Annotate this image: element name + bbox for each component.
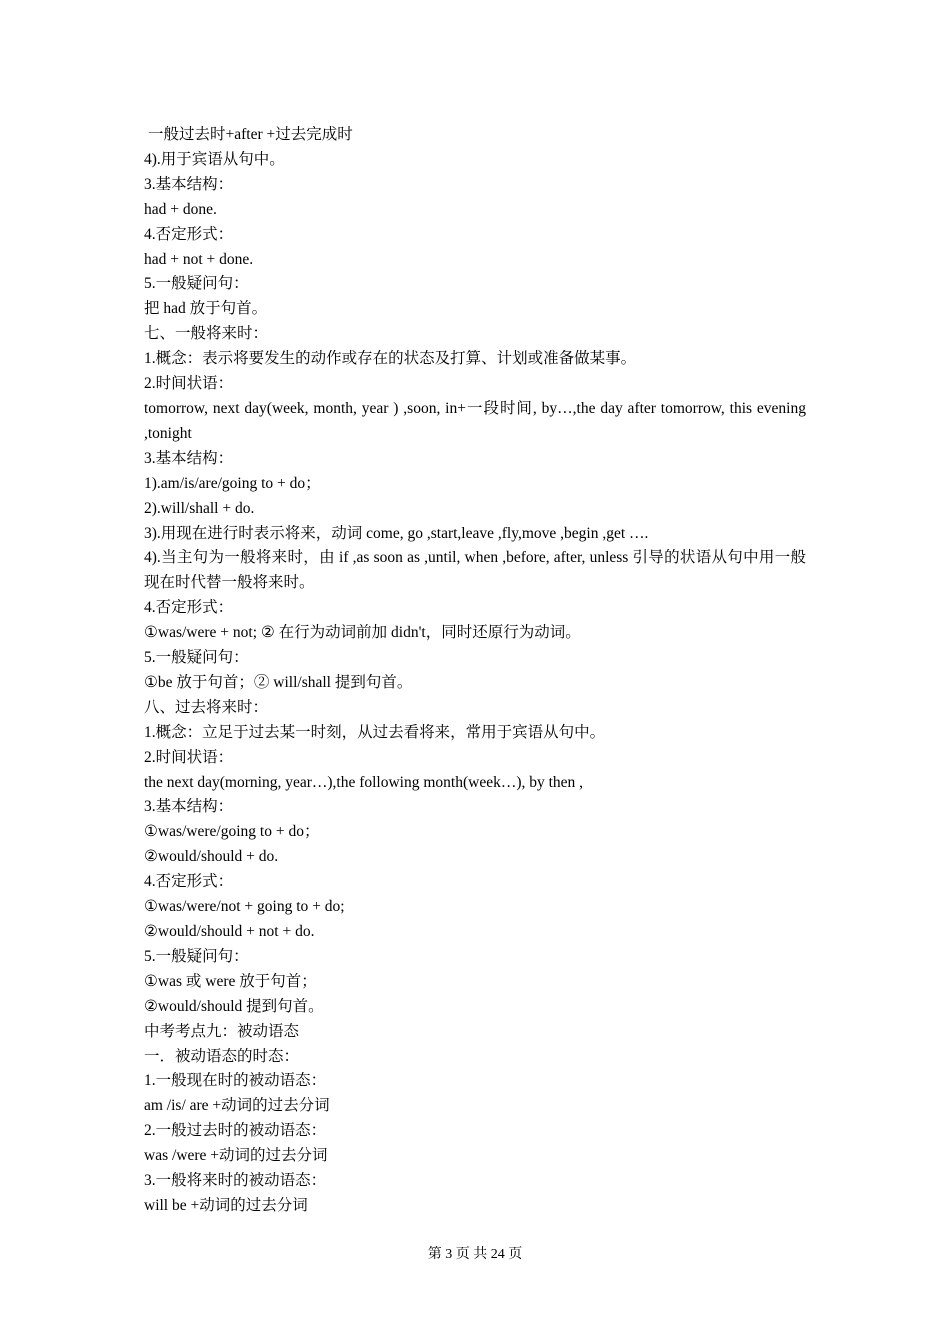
text-line: 4.否定形式： bbox=[144, 225, 234, 243]
text-line: 3.基本结构： bbox=[144, 449, 234, 467]
text-line: 一般过去时+after +过去完成时 bbox=[148, 126, 353, 143]
text-line: 2).will/shall + do. bbox=[144, 499, 255, 517]
text-line: 把 had 放于句首。 bbox=[144, 300, 268, 318]
text-line: ①was 或 were 放于句首； bbox=[144, 972, 317, 990]
text-line: 3).用现在进行时表示将来，动词 come, go ,start,leave ,fly,move ,begin ,get …. bbox=[144, 524, 649, 542]
text-line: 1.概念：表示将要发生的动作或存在的状态及打算、计划或准备做某事。 bbox=[144, 350, 637, 368]
text-line: had + not + done. bbox=[144, 250, 254, 268]
text-paragraph: 4).当主句为一般将来时，由 if ,as soon as ,until, when ,before, after, unless 引导的状语从句中用一般现在时代替一般将来时。 bbox=[144, 549, 806, 592]
text-line: ②would/should 提到句首。 bbox=[144, 997, 324, 1015]
section-heading: 中考考点九：被动语态 bbox=[144, 1022, 300, 1040]
text-line: 4.否定形式： bbox=[144, 599, 234, 617]
text-line: 2.一般过去时的被动语态： bbox=[144, 1122, 327, 1140]
text-line: 1.一般现在时的被动语态： bbox=[144, 1072, 327, 1090]
text-line: 5.一般疑问句： bbox=[144, 275, 249, 293]
text-paragraph: tomorrow, next day(week, month, year ) ,soon, in+一段时间, by…,the day after tomorrow, this evening ,tonight bbox=[144, 399, 806, 442]
text-line: 1).am/is/are/going to + do； bbox=[144, 474, 321, 492]
text-line: had + done. bbox=[144, 200, 217, 218]
text-line: am /is/ are +动词的过去分词 bbox=[144, 1097, 330, 1115]
text-line: 5.一般疑问句： bbox=[144, 947, 249, 965]
text-line: 一．被动语态的时态： bbox=[144, 1047, 300, 1065]
text-line: ①be 放于句首；② will/shall 提到句首。 bbox=[144, 673, 413, 691]
text-line: the next day(morning, year…),the following month(week…), by then , bbox=[144, 773, 584, 791]
text-line: ①was/were + not; ② 在行为动词前加 didn't，同时还原行为动词。 bbox=[144, 624, 581, 642]
text-line: ②would/should + not + do. bbox=[144, 923, 315, 940]
text-line: ①was/were/going to + do； bbox=[144, 823, 320, 841]
page-number-footer: 第 3 页 共 24 页 bbox=[427, 1247, 523, 1262]
text-line: 1.概念：立足于过去某一时刻，从过去看将来，常用于宾语从句中。 bbox=[144, 723, 606, 741]
section-heading: 八、过去将来时： bbox=[144, 698, 269, 716]
text-line: 2.时间状语： bbox=[144, 375, 234, 393]
text-line: will be +动词的过去分词 bbox=[144, 1196, 308, 1214]
text-line: 3.一般将来时的被动语态： bbox=[144, 1172, 327, 1190]
text-line: ①was/were/not + going to + do; bbox=[144, 898, 345, 916]
text-line: 2.时间状语： bbox=[144, 748, 234, 766]
text-line: 3.基本结构： bbox=[144, 175, 234, 193]
document-body bbox=[144, 123, 806, 1219]
text-line: was /were +动词的过去分词 bbox=[144, 1147, 328, 1165]
text-line: 4).用于宾语从句中。 bbox=[144, 150, 285, 168]
text-line: ②would/should + do. bbox=[144, 848, 279, 866]
text-line: 5.一般疑问句： bbox=[144, 649, 249, 667]
text-line: 4.否定形式： bbox=[144, 873, 234, 891]
text-line: 3.基本结构： bbox=[144, 798, 234, 816]
section-heading: 七、一般将来时： bbox=[144, 325, 269, 343]
